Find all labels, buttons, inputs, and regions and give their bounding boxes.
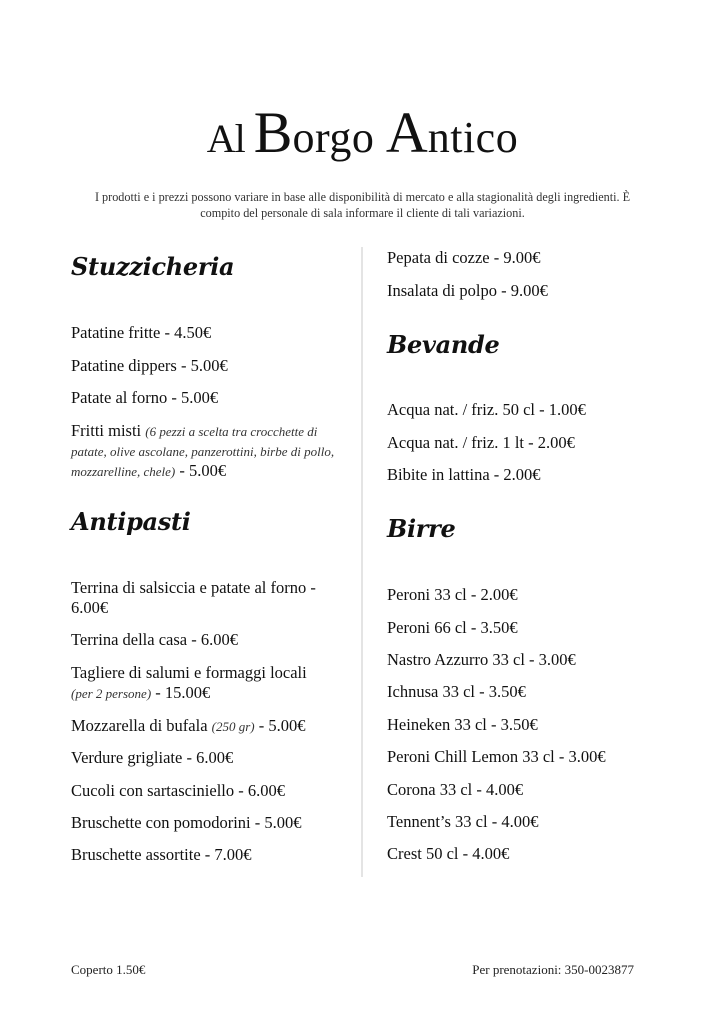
menu-item: Peroni Chill Lemon 33 cl - 3.00€ — [387, 747, 606, 766]
menu-item: Tennent’s 33 cl - 4.00€ — [387, 812, 539, 831]
section-title-antipasti: Antipasti — [71, 507, 191, 536]
cover-charge: Coperto 1.50€ — [71, 962, 146, 977]
price-notice: I prodotti e i prezzi possono variare in base alle disponibilità di mercato e alla stagionalità degli ingredienti. È compito del personale di sala informare il cliente di tali variazioni. — [94, 190, 631, 220]
menu-item-tagliere — [71, 663, 346, 703]
menu-item: Acqua nat. / friz. 50 cl - 1.00€ — [387, 400, 586, 419]
title-orgo: orgo — [292, 113, 386, 162]
section-title-stuzzicheria: Stuzzicheria — [71, 252, 235, 281]
item-note: (6 pezzi a scelta tra crocchette di patate, olive ascolane, panzerottini, birbe di pollo, mozzarelline, chele) — [71, 424, 335, 479]
menu-item: Pepata di cozze - 9.00€ — [387, 248, 541, 267]
menu-item: Verdure grigliate - 6.00€ — [71, 748, 234, 767]
reservation-phone: Per prenotazioni: 350-0023877 — [472, 962, 634, 977]
item-note: (250 gr) — [211, 719, 255, 734]
item-price: - 5.00€ — [254, 716, 306, 735]
menu-item: Nastro Azzurro 33 cl - 3.00€ — [387, 650, 576, 669]
menu-item: Bruschette assortite - 7.00€ — [71, 845, 252, 864]
menu-item: Ichnusa 33 cl - 3.50€ — [387, 682, 526, 701]
item-name: Tagliere di salumi e formaggi locali — [71, 663, 307, 682]
menu-item: Patate al forno - 5.00€ — [71, 388, 219, 407]
item-name: Fritti misti — [71, 421, 142, 440]
menu-item: Corona 33 cl - 4.00€ — [387, 780, 524, 799]
item-price: - 15.00€ — [151, 683, 211, 702]
title-ntico: ntico — [427, 113, 519, 162]
menu-item: Patatine fritte - 4.50€ — [71, 323, 212, 342]
item-note: (per 2 persone) — [71, 686, 152, 701]
menu-item: Peroni 33 cl - 2.00€ — [387, 585, 518, 604]
section-title-birre: Birre — [387, 514, 456, 543]
menu-item: Crest 50 cl - 4.00€ — [387, 844, 510, 863]
menu-item: Cucoli con sartasciniello - 6.00€ — [71, 781, 285, 800]
menu-item: Insalata di polpo - 9.00€ — [387, 281, 548, 300]
title-b: B — [253, 100, 293, 165]
menu-item: Bibite in lattina - 2.00€ — [387, 465, 541, 484]
column-divider — [361, 247, 363, 877]
section-title-bevande: Bevande — [387, 330, 500, 359]
restaurant-title — [0, 100, 725, 165]
menu-item: Bruschette con pomodorini - 5.00€ — [71, 813, 302, 832]
title-a: A — [385, 100, 428, 165]
menu-item-fritti-misti — [71, 421, 346, 481]
menu-item: Terrina di salsiccia e patate al forno - 6.00€ — [71, 578, 316, 617]
menu-item: Acqua nat. / friz. 1 lt - 2.00€ — [387, 433, 575, 452]
menu-item-mozzarella — [71, 716, 305, 736]
title-al: Al — [206, 116, 254, 161]
item-name: Mozzarella di bufala — [71, 716, 208, 735]
menu-item: Patatine dippers - 5.00€ — [71, 356, 228, 375]
item-price: - 5.00€ — [175, 461, 227, 480]
menu-item: Terrina della casa - 6.00€ — [71, 630, 238, 649]
menu-item: Heineken 33 cl - 3.50€ — [387, 715, 538, 734]
menu-item: Peroni 66 cl - 3.50€ — [387, 618, 518, 637]
